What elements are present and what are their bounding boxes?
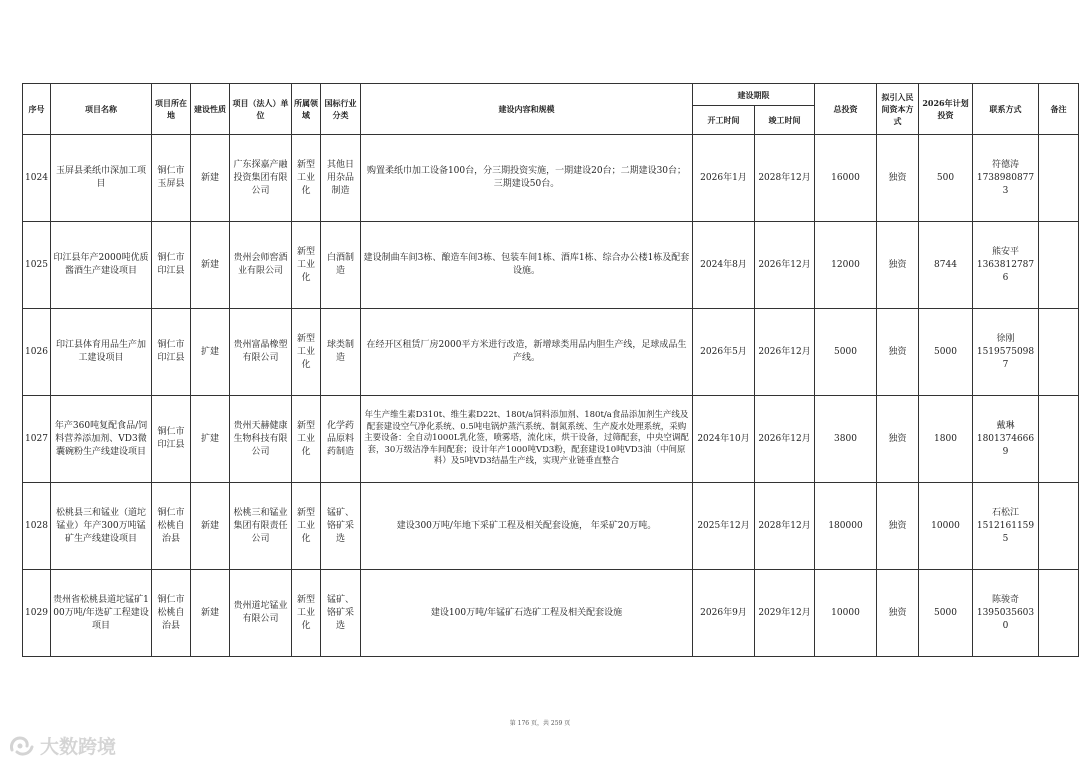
cell-content: 年生产维生素D310t、维生素D22t、180t/a饲料添加剂、180t/a食品添加剂生产线及配套建设空气净化系统、0.5吨电锅炉蒸汽系统、制氮系统、生产废水处理系统，采购主要设备：全自动1000L乳化签，喷雾塔，流化床，烘干设备，过筛配套，中央空调配套，30万级洁净车间配套；设计年产1000吨VD3粉，配套建设10吨VD3油（中间原料）及5吨VD3结晶生产线，实现产业链垂直整合 xyxy=(361,396,693,483)
header-content: 建设内容和规模 xyxy=(361,84,693,135)
cell-start: 2026年1月 xyxy=(693,135,755,222)
cell-location: 铜仁市印江县 xyxy=(152,396,191,483)
cell-invest: 10000 xyxy=(815,570,877,657)
cell-invest: 16000 xyxy=(815,135,877,222)
cell-content: 建设300万吨/年地下采矿工程及相关配套设施， 年采矿20万吨。 xyxy=(361,483,693,570)
cell-name: 松桃县三和锰业（道坨锰业）年产300万吨锰矿生产线建设项目 xyxy=(51,483,152,570)
cell-seq: 1029 xyxy=(23,570,51,657)
cell-plan: 5000 xyxy=(919,570,973,657)
table-row xyxy=(23,570,1079,657)
cell-plan: 500 xyxy=(919,135,973,222)
cell-start: 2024年10月 xyxy=(693,396,755,483)
cell-name: 玉屏县柔纸巾深加工项目 xyxy=(51,135,152,222)
cell-name: 贵州省松桃县道坨锰矿100万吨/年选矿工程建设项目 xyxy=(51,570,152,657)
cell-end: 2028年12月 xyxy=(755,135,815,222)
cell-unit: 广东探嘉产融投资集团有限公司 xyxy=(230,135,292,222)
cell-content: 建设100万吨/年锰矿石选矿工程及相关配套设施 xyxy=(361,570,693,657)
cell-seq: 1024 xyxy=(23,135,51,222)
cell-start: 2026年9月 xyxy=(693,570,755,657)
header-industry: 国标行业分类 xyxy=(321,84,361,135)
cell-unit: 贵州富晶橡塑有限公司 xyxy=(230,309,292,396)
cell-remark xyxy=(1039,483,1079,570)
header-field: 所属领域 xyxy=(292,84,321,135)
header-remark: 备注 xyxy=(1039,84,1079,135)
cell-method: 独资 xyxy=(877,483,919,570)
cell-invest: 5000 xyxy=(815,309,877,396)
cell-nature: 新建 xyxy=(191,135,230,222)
cell-start: 2026年5月 xyxy=(693,309,755,396)
cell-location: 铜仁市松桃自治县 xyxy=(152,570,191,657)
cell-end: 2029年12月 xyxy=(755,570,815,657)
cell-plan: 1800 xyxy=(919,396,973,483)
cell-nature: 新建 xyxy=(191,222,230,309)
cell-contact: 石松江 15121611595 xyxy=(973,483,1039,570)
table-row xyxy=(23,396,1079,483)
cell-nature: 新建 xyxy=(191,570,230,657)
cell-method: 独资 xyxy=(877,135,919,222)
cell-field: 新型工业化 xyxy=(292,570,321,657)
cell-plan: 5000 xyxy=(919,309,973,396)
header-start: 开工时间 xyxy=(693,106,755,135)
cell-name: 印江县体育用品生产加工建设项目 xyxy=(51,309,152,396)
header-contact: 联系方式 xyxy=(973,84,1039,135)
project-table xyxy=(22,83,1079,657)
cell-industry: 锰矿、铬矿采选 xyxy=(321,483,361,570)
cell-contact: 熊安平 13638127876 xyxy=(973,222,1039,309)
header-end: 竣工时间 xyxy=(755,106,815,135)
cell-industry: 化学药品原料药制造 xyxy=(321,396,361,483)
cell-contact: 徐刚 15195750987 xyxy=(973,309,1039,396)
cell-end: 2026年12月 xyxy=(755,222,815,309)
cell-unit: 贵州天赫健康生物科技有限公司 xyxy=(230,396,292,483)
cell-content: 建设制曲车间3栋、酿造车间3栋、包装车间1栋、酒库1栋、综合办公楼1栋及配套设施。 xyxy=(361,222,693,309)
cell-contact: 符德涛 17389808773 xyxy=(973,135,1039,222)
cell-remark xyxy=(1039,570,1079,657)
cell-content: 购置柔纸巾加工设备100台，分三期投资实施，一期建设20台；二期建设30台；三期建设50台。 xyxy=(361,135,693,222)
cell-unit: 贵州会师窖酒业有限公司 xyxy=(230,222,292,309)
cell-contact: 戴琳 18013746669 xyxy=(973,396,1039,483)
table-row xyxy=(23,309,1079,396)
header-period: 建设期限 xyxy=(693,84,815,106)
cell-remark xyxy=(1039,135,1079,222)
cell-unit: 贵州道坨锰业有限公司 xyxy=(230,570,292,657)
header-name: 项目名称 xyxy=(51,84,152,135)
header-plan: 2026年计划投资 xyxy=(919,84,973,135)
cell-method: 独资 xyxy=(877,396,919,483)
cell-name: 年产360吨复配食品/饲料营养添加剂、VD3微囊碗粉生产线建设项目 xyxy=(51,396,152,483)
cell-invest: 3800 xyxy=(815,396,877,483)
watermark-text: 大数跨境 xyxy=(40,736,117,758)
cell-seq: 1027 xyxy=(23,396,51,483)
cell-end: 2026年12月 xyxy=(755,309,815,396)
cell-start: 2025年12月 xyxy=(693,483,755,570)
cell-name: 印江县年产2000吨优质酱酒生产建设项目 xyxy=(51,222,152,309)
cell-location: 铜仁市印江县 xyxy=(152,222,191,309)
header-location: 项目所在地 xyxy=(152,84,191,135)
cell-field: 新型工业化 xyxy=(292,222,321,309)
header-unit: 项目（法人）单位 xyxy=(230,84,292,135)
cell-field: 新型工业化 xyxy=(292,135,321,222)
cell-method: 独资 xyxy=(877,570,919,657)
cell-method: 独资 xyxy=(877,222,919,309)
cell-field: 新型工业化 xyxy=(292,309,321,396)
cell-seq: 1025 xyxy=(23,222,51,309)
cell-nature: 扩建 xyxy=(191,309,230,396)
cell-content: 在经开区租赁厂房2000平方米进行改造，新增球类用品内胆生产线，足球成品生产线。 xyxy=(361,309,693,396)
cell-location: 铜仁市印江县 xyxy=(152,309,191,396)
cell-industry: 锰矿、铬矿采选 xyxy=(321,570,361,657)
cell-unit: 松桃三和锰业集团有限责任公司 xyxy=(230,483,292,570)
cell-method: 独资 xyxy=(877,309,919,396)
cell-remark xyxy=(1039,396,1079,483)
cell-field: 新型工业化 xyxy=(292,396,321,483)
cell-seq: 1026 xyxy=(23,309,51,396)
cell-field: 新型工业化 xyxy=(292,483,321,570)
table-row xyxy=(23,483,1079,570)
cell-industry: 球类制造 xyxy=(321,309,361,396)
cell-contact: 陈骏奇 13950356030 xyxy=(973,570,1039,657)
header-seq: 序号 xyxy=(23,84,51,135)
cell-seq: 1028 xyxy=(23,483,51,570)
cell-end: 2026年12月 xyxy=(755,396,815,483)
cell-nature: 新建 xyxy=(191,483,230,570)
header-nature: 建设性质 xyxy=(191,84,230,135)
watermark-logo-icon xyxy=(8,734,36,758)
cell-start: 2024年8月 xyxy=(693,222,755,309)
cell-invest: 12000 xyxy=(815,222,877,309)
cell-location: 铜仁市松桃自治县 xyxy=(152,483,191,570)
cell-industry: 白酒制造 xyxy=(321,222,361,309)
cell-plan: 10000 xyxy=(919,483,973,570)
cell-plan: 8744 xyxy=(919,222,973,309)
table-row xyxy=(23,222,1079,309)
table-row xyxy=(23,135,1079,222)
cell-location: 铜仁市玉屏县 xyxy=(152,135,191,222)
cell-remark xyxy=(1039,309,1079,396)
cell-invest: 180000 xyxy=(815,483,877,570)
cell-nature: 扩建 xyxy=(191,396,230,483)
header-invest: 总投资 xyxy=(815,84,877,135)
header-method: 拟引入民间资本方式 xyxy=(877,84,919,135)
cell-remark xyxy=(1039,222,1079,309)
watermark xyxy=(8,732,116,759)
page-number: 第 176 页，共 259 页 xyxy=(509,720,571,727)
cell-end: 2028年12月 xyxy=(755,483,815,570)
cell-industry: 其他日用杂品制造 xyxy=(321,135,361,222)
